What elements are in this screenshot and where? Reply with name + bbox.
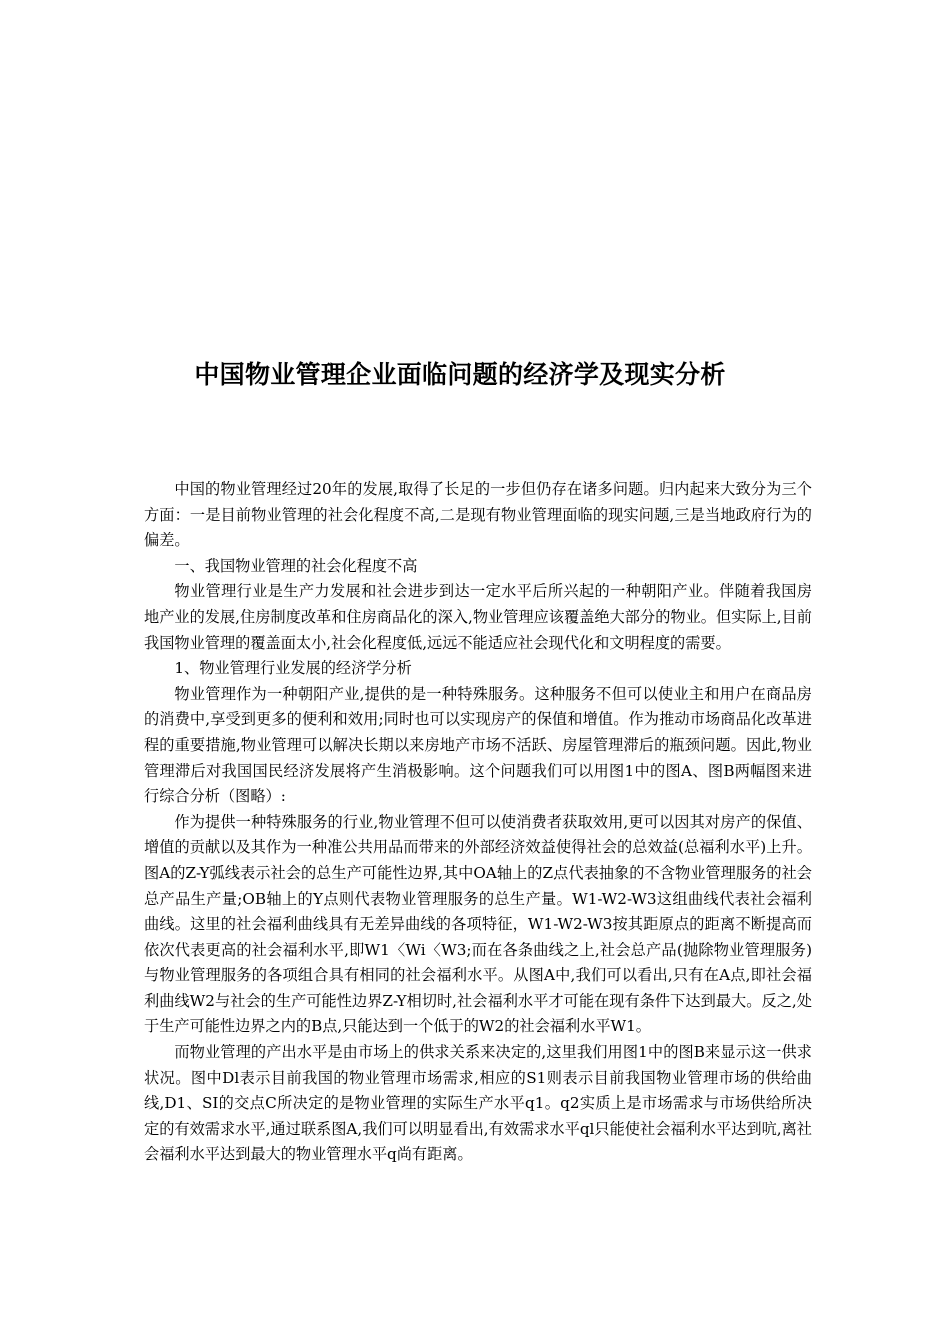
- paragraph-intro: 中国的物业管理经过20年的发展,取得了长足的一步但仍存在诸多问题。归内起来大致分为三个方面：一是目前物业管理的社会化程度不高,二是现有物业管理面临的现实问题,三是当地政府行为的偏差。: [144, 480, 812, 550]
- document-body: [144, 477, 812, 1168]
- section-heading-1: 一、我国物业管理的社会化程度不高: [174, 556, 418, 575]
- paragraph-figure-b: 而物业管理的产出水平是由市场上的供求关系来决定的,这里我们用图1中的图B来显示这一供求状况。图中Dl表示目前我国的物业管理市场需求,相应的S1则表示目前我国物业管理市场的供给曲线,D1、SI的交点C所决定的是物业管理的实际生产水平q1。q2实质上是市场需求与市场供给所决定的有效需求水平,通过联系图A,我们可以明显看出,有效需求水平ql只能使社会福利水平达到吭,离社会福利水平达到最大的物业管理水平q尚有距离。: [144, 1043, 812, 1164]
- document-title: 中国物业管理企业面临问题的经济学及现实分析: [194, 360, 726, 389]
- subsection-heading-1-1: 1、物业管理行业发展的经济学分析: [174, 659, 412, 678]
- paragraph-service: 物业管理作为一种朝阳产业,提供的是一种特殊服务。这种服务不但可以使业主和用户在商品房的消费中,享受到更多的便利和效用;同时也可以实现房产的保值和增值。作为推动市场商品化改革进程的重要措施,物业管理可以解决长期以来房地产市场不活跃、房屋管理滞后的瓶颈问题。因此,物业管理滞后对我国国民经济发展将产生消极影响。这个问题我们可以用图1中的图A、图B两幅图来进行综合分析（图略）:: [144, 684, 812, 806]
- paragraph-industry: 物业管理行业是生产力发展和社会进步到达一定水平后所兴起的一种朝阳产业。伴随着我国房地产业的发展,住房制度改革和住房商品化的深入,物业管理应该覆盖绝大部分的物业。但实际上,目前我国物业管理的覆盖面太小,社会化程度低,远远不能适应社会现代化和文明程度的需要。: [144, 582, 812, 652]
- paragraph-figure-a: 作为提供一种特殊服务的行业,物业管理不但可以使消费者获取效用,更可以因其对房产的保值、增值的贡献以及其作为一种准公共用品而带来的外部经济效益使得社会的总效益(总福利水平)上升。图A的Z-Y弧线表示社会的总生产可能性边界,其中OA轴上的Z点代表抽象的不含物业管理服务的社会总产品生产量;OB轴上的Y点则代表物业管理服务的总生产量。W1-W2-W3这组曲线代表社会福利曲线。这里的社会福利曲线具有无差异曲线的各项特征，W1-W2-W3按其距原点的距离不断提高而依次代表更高的社会福利水平,即W1〈Wi〈W3;而在各条曲线之上,社会总产品(抛除物业管理服务)与物业管理服务的各项组合具有相同的社会福利水平。从图A中,我们可以看出,只有在A点,即社会福利曲线W2与社会的生产可能性边界Z-Y相切时,社会福利水平才可能在现有条件下达到最大。反之,处于生产可能性边界之内的B点,只能达到一个低于的W2的社会福利水平W1。: [144, 812, 812, 1036]
